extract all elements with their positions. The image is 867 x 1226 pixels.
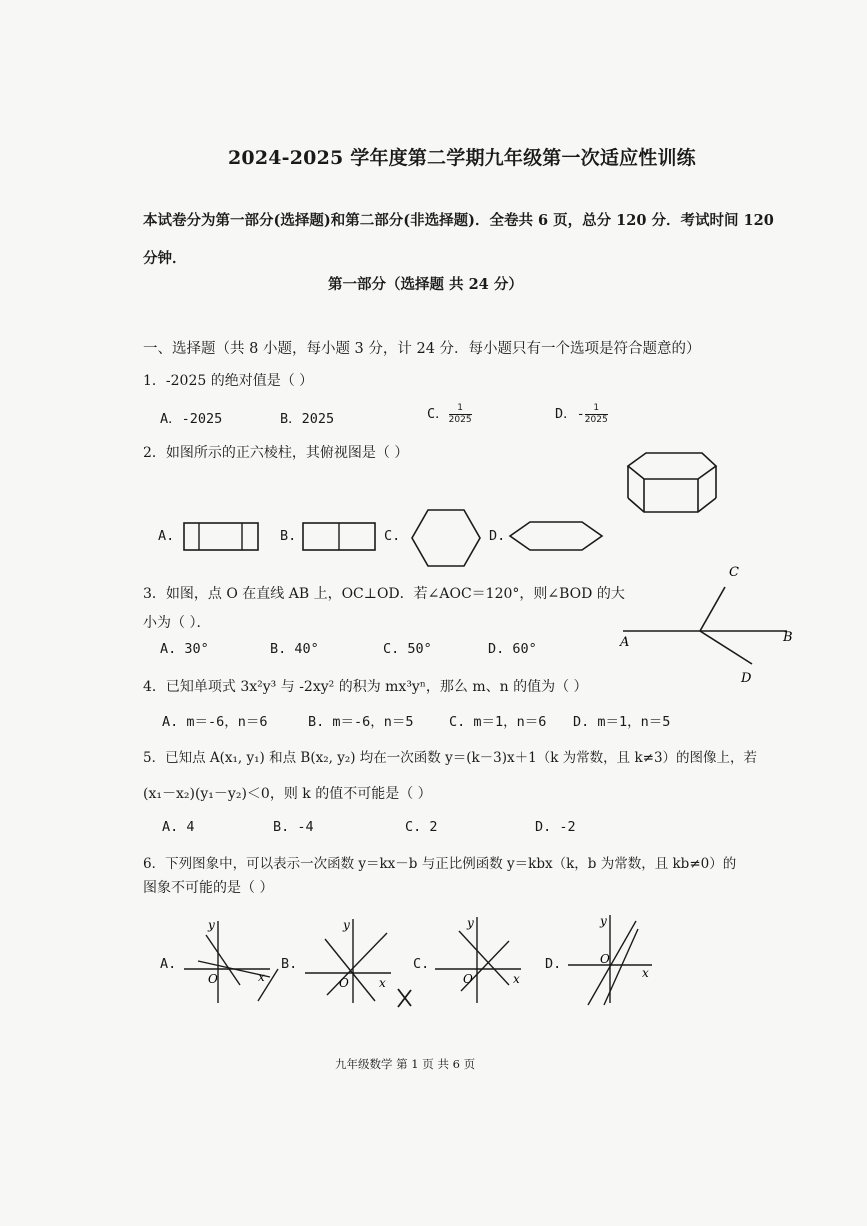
y-axis-label: y	[600, 914, 607, 928]
q6-stem-line2: 图象不可能的是（ ）	[143, 880, 274, 896]
x-axis-label: x	[258, 970, 265, 984]
x-axis-label: x	[379, 976, 386, 990]
q1-c-denominator: 2025	[448, 414, 472, 425]
q6-option-a: A.	[160, 956, 177, 972]
q1-option-c-label: C．	[427, 406, 449, 422]
x-axis-label: x	[513, 972, 520, 986]
q2-option-c: C.	[384, 528, 401, 544]
q1-option-d-fraction	[585, 403, 608, 426]
q2-option-c-figure	[410, 508, 482, 568]
q1-c-numerator: 1	[449, 403, 472, 415]
function-line-1	[325, 939, 375, 1001]
q2-option-b-figure	[302, 522, 376, 552]
page-footer: 九年级数学 第 1 页 共 6 页	[335, 1057, 476, 1071]
q2-option-a: A.	[158, 528, 175, 544]
q3-stem-line2: 小为（ ）．	[143, 615, 211, 631]
q1-option-c	[427, 402, 472, 426]
q1-option-b: B．2025	[280, 411, 335, 427]
q3-option-c: C. 50°	[383, 641, 432, 657]
exam-intro-line1: 本试卷分为第一部分(选择题)和第二部分(非选择题)．全卷共 6 页，总分 120 分．考试时间 120	[143, 212, 774, 229]
q4-option-b: B. m＝-6，n＝5	[308, 714, 414, 730]
q3-option-a: A. 30°	[160, 641, 209, 657]
q5-option-c: C. 2	[405, 819, 438, 835]
ray-od	[700, 631, 752, 664]
q6-option-c: C.	[413, 956, 430, 972]
q3-option-b: B. 40°	[270, 641, 319, 657]
q5-stem-line2: (x₁－x₂)(y₁－y₂)＜0，则 k 的值不可能是（ ）	[143, 786, 432, 802]
q5-option-a: A. 4	[162, 819, 195, 835]
q4-option-d: D. m＝1，n＝5	[573, 714, 671, 730]
q2-option-a-figure	[183, 522, 259, 552]
q4-option-a: A. m＝-6，n＝6	[162, 714, 268, 730]
q5-option-d: D. -2	[535, 819, 576, 835]
q5-option-b: B. -4	[273, 819, 314, 835]
q1-option-d	[555, 402, 608, 426]
ray-oc	[700, 587, 725, 631]
y-axis-label: y	[467, 916, 474, 930]
q3-angle-figure	[615, 560, 800, 690]
q2-stem: 2．如图所示的正六棱柱，其俯视图是（ ）	[143, 445, 409, 461]
section-heading: 一、选择题（共 8 小题，每小题 3 分，计 24 分．每小题只有一个选项是符合题意的）	[143, 341, 701, 357]
q6-option-a-graph	[180, 915, 280, 1007]
y-axis-label: y	[208, 918, 215, 932]
q4-option-c: C. m＝1，n＝6	[449, 714, 547, 730]
q3-option-d: D. 60°	[488, 641, 537, 657]
q1-d-denominator: 2025	[584, 414, 608, 425]
point-b-label: B	[783, 630, 793, 645]
origin-label: O	[208, 972, 218, 986]
function-line-2	[327, 933, 387, 995]
origin-label: O	[600, 952, 610, 966]
q1-option-d-label: D．-	[555, 406, 585, 422]
q6-option-b-graph	[303, 915, 403, 1007]
exam-title: 2024-2025 学年度第二学期九年级第一次适应性训练	[228, 147, 696, 169]
point-c-label: C	[729, 565, 739, 580]
function-line-1	[588, 921, 636, 1005]
q6-option-d: D.	[545, 956, 562, 972]
exam-intro-line2: 分钟．	[143, 250, 187, 267]
origin-label: O	[463, 972, 473, 986]
q1-option-c-fraction	[449, 403, 472, 426]
q6-stem-line1: 6．下列图象中，可以表示一次函数 y＝kx－b 与正比例函数 y＝kbx（k，b 为常数，且 kb≠0）的	[143, 856, 737, 872]
q6-option-b: B.	[281, 956, 298, 972]
q6-option-d-graph	[566, 911, 662, 1009]
q1-option-a: A．-2025	[160, 411, 223, 427]
q2-option-b: B.	[280, 528, 297, 544]
hexagonal-prism-figure	[620, 448, 720, 520]
q6-option-c-graph	[433, 913, 529, 1007]
q1-stem: 1．-2025 的绝对值是（ ）	[143, 373, 314, 389]
x-axis-label: x	[642, 966, 649, 980]
q5-stem-line1: 5．已知点 A(x₁, y₁) 和点 B(x₂, y₂) 均在一次函数 y＝(k－3)x＋1（k 为常数，且 k≠3）的图像上，若	[143, 750, 758, 766]
origin-label: O	[339, 976, 349, 990]
handwritten-cross-mark	[395, 986, 415, 1010]
point-a-label: A	[620, 635, 630, 650]
q3-stem-line1: 3．如图，点 O 在直线 AB 上，OC⊥OD．若∠AOC＝120°，则∠BOD 的大	[143, 586, 625, 602]
q2-option-d-figure	[508, 520, 604, 552]
y-axis-label: y	[343, 918, 350, 932]
point-d-label: D	[741, 671, 752, 686]
q1-d-numerator: 1	[585, 403, 608, 415]
q2-option-d: D.	[489, 528, 506, 544]
q4-stem: 4．已知单项式 3x²y³ 与 -2xy² 的积为 mx³yⁿ，那么 m、n 的值为（ ）	[143, 679, 588, 695]
part-one-title: 第一部分（选择题 共 24 分）	[328, 276, 523, 293]
